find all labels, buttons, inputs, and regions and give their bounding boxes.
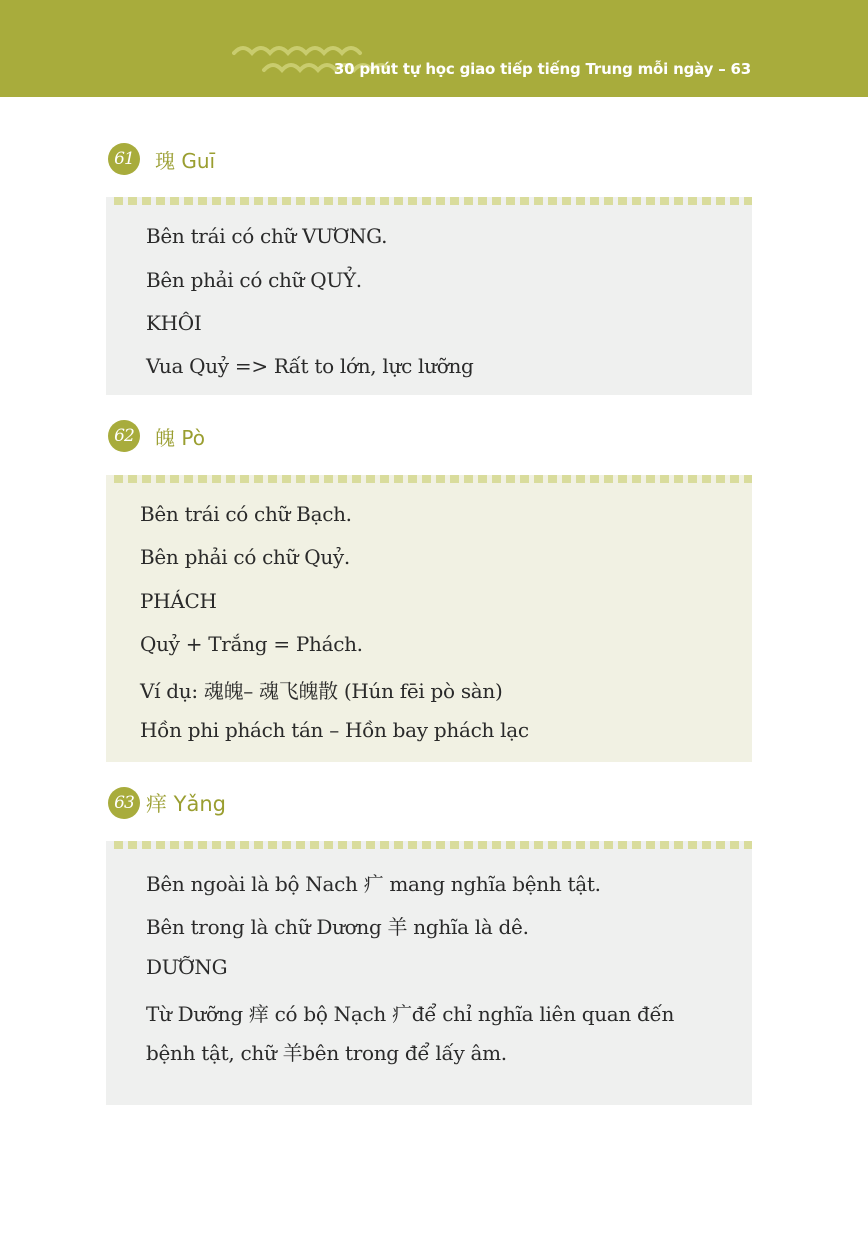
entry-text-line: Bên trong là chữ Dương 羊 nghĩa là dê. [146,915,529,939]
entry-text-line: KHÔI [146,311,202,335]
entry-62-heading [108,419,205,453]
page-header [0,0,868,97]
entry-text-line: Ví dụ: 魂魄– 魂飞魄散 (Hún fēi pò sàn) [140,679,503,703]
entry-text-line: Vua Quỷ => Rất to lớn, lực lưỡng [146,354,474,378]
entry-text-line: DƯỠNG [146,955,228,979]
entry-text-line: Bên phải có chữ QUỶ. [146,268,362,292]
entry-63-card [106,841,752,1105]
entry-text-line: Bên phải có chữ Quỷ. [140,545,350,569]
entry-text-line: PHÁCH [140,589,217,613]
entry-text-line: Bên trái có chữ Bạch. [140,502,352,526]
entry-text-line: Bên trái có chữ VƯƠNG. [146,224,388,248]
entry-text-line: bệnh tật, chữ 羊bên trong để lấy âm. [146,1041,507,1065]
entry-61-heading [108,142,215,176]
entry-text-line: Hồn phi phách tán – Hồn bay phách lạc [140,718,529,742]
entry-text-line: Bên ngoài là bộ Nach 疒 mang nghĩa bệnh tật. [146,872,601,896]
entry-number-badge: 62 [108,420,140,452]
entry-character-title: 瑰 Guī [155,148,216,173]
entry-character-title: 魄 Pò [155,425,205,450]
entry-number-badge: 63 [108,787,140,819]
entry-text-line: Từ Dưỡng 痒 có bộ Nạch 疒để chỉ nghĩa liên quan đến [146,1002,675,1026]
entry-character-title: 痒 Yǎng [146,792,227,816]
entry-62-card [106,475,752,762]
dashed-border [114,841,752,849]
dashed-border [114,197,752,205]
entry-text-line: Quỷ + Trắng = Phách. [140,632,363,656]
entry-63-heading [108,786,226,820]
book-title-page-number: 30 phút tự học giao tiếp tiếng Trung mỗi ngày – 63 [333,60,751,78]
dashed-border [114,475,752,483]
entry-number-badge: 61 [108,143,140,175]
entry-61-card [106,197,752,395]
